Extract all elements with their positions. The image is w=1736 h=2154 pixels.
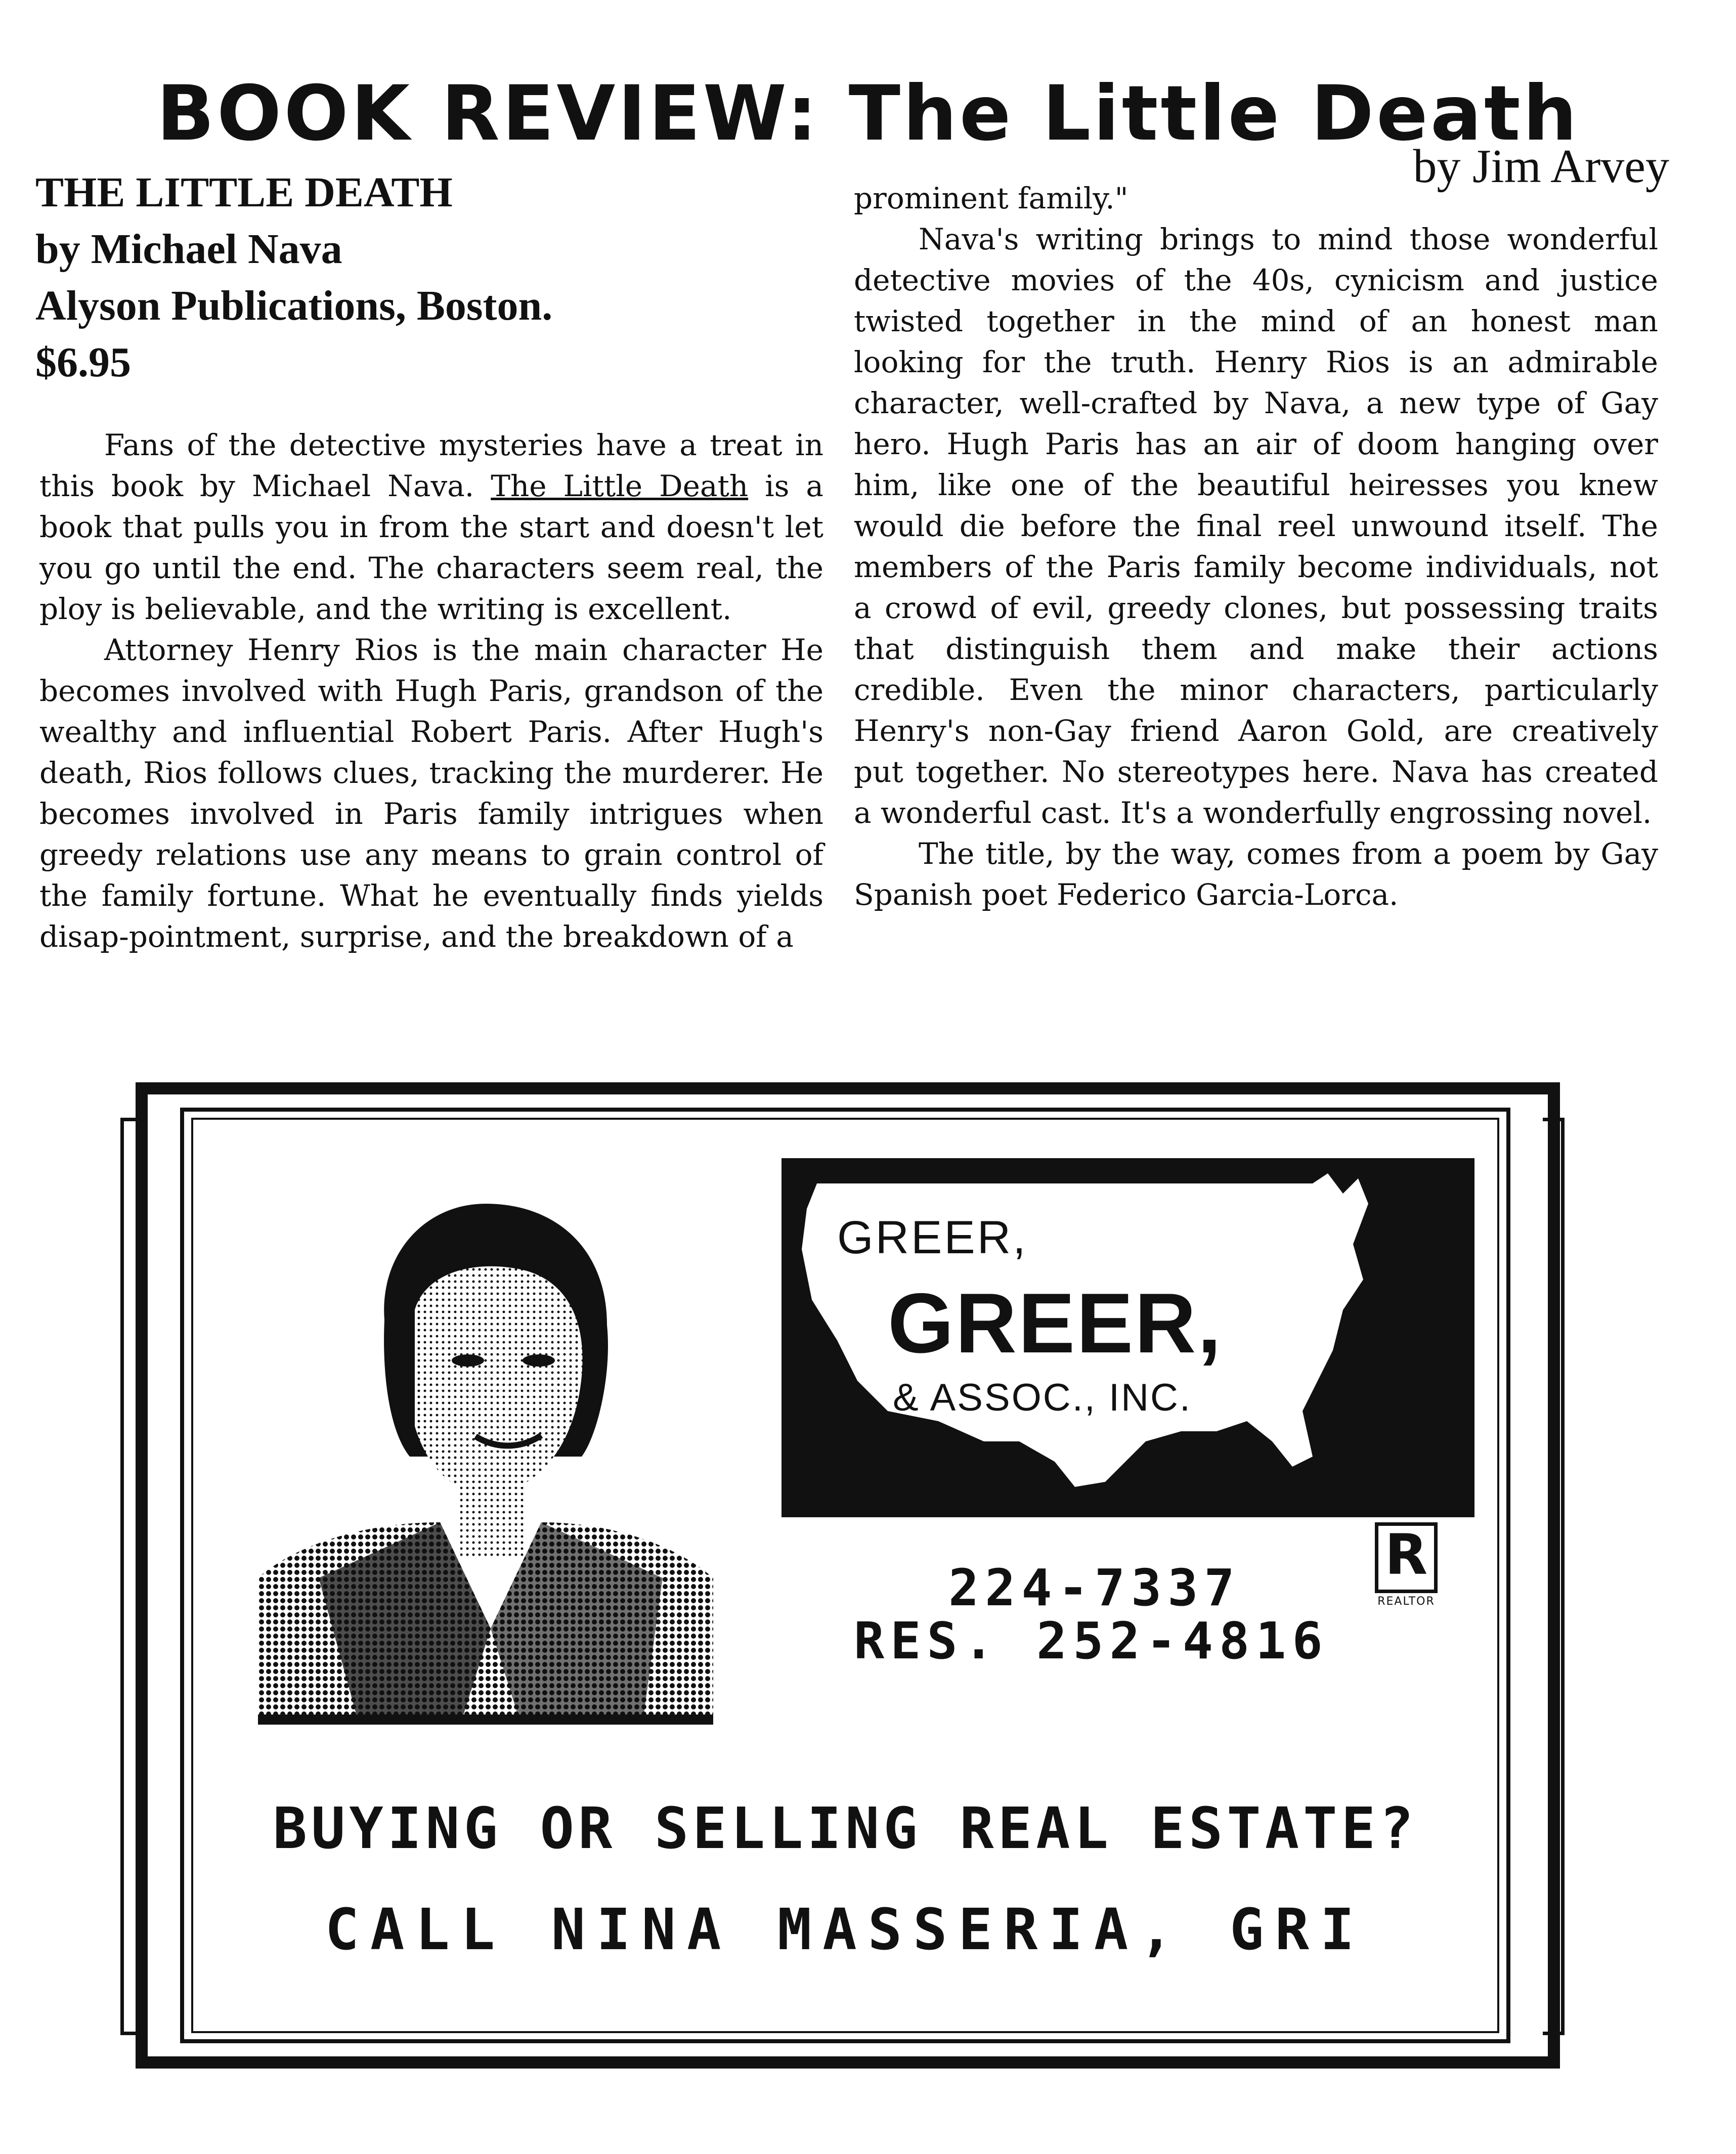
realtor-label: REALTOR <box>1377 1595 1435 1608</box>
p1-text-end: is a book that pulls you in from the start and doesn't let you go until the end. The characters seem real, the ploy is believable, and the writing is excellent. <box>39 469 823 626</box>
book-author: by Michael Nava <box>35 226 342 273</box>
book-title-inline: The Little Death <box>491 469 749 503</box>
right-column <box>854 178 1658 915</box>
book-price: $6.95 <box>35 339 131 386</box>
logo-line-2: GREER, <box>888 1276 1223 1371</box>
book-info <box>35 164 824 391</box>
headline: BOOK REVIEW: The Little Death <box>156 70 1580 158</box>
portrait-photo-icon <box>258 1194 713 1725</box>
realtor-logo-icon <box>1368 1522 1444 1608</box>
book-title: THE LITTLE DEATH <box>35 169 453 216</box>
left-paragraph-1 <box>39 425 823 630</box>
phone-number: 224-7337 <box>948 1558 1241 1617</box>
logo-line-1: GREER, <box>837 1212 1028 1263</box>
ad-headline: BUYING OR SELLING REAL ESTATE? <box>273 1796 1418 1862</box>
realtor-mark-letter: R <box>1384 1522 1428 1587</box>
book-publisher: Alyson Publications, Boston. <box>35 282 553 329</box>
logo-line-3: & ASSOC., INC. <box>893 1376 1192 1419</box>
right-paragraph-2: The title, by the way, comes from a poem by Gay Spanish poet Federico Garcia-Lorca. <box>854 837 1658 912</box>
left-column <box>39 425 823 957</box>
right-paragraph-1: Nava's writing brings to mind those wonderful detective movies of the 40s, cynicism and justice twisted together in the mind of an honest man looking for the truth. Henry Rios is an admirable character, well-crafted by Nava, a new type of Gay hero. Hugh Paris has an air of doom hanging over him, like one of the beautiful heiresses you knew would die before the final reel unwound itself. The members of the Paris family become individuals, not a crowd of evil, greedy clones, but possessing traits that distinguish them and make their actions credible. Even the minor characters, particularly Henry's non-Gay friend Aaron Gold, are creatively put together. No stereotypes here. Nava has created a wonderful cast. It's a wonderfully engrossing novel. <box>854 222 1658 830</box>
p1-text-start: Fans of the detective mysteries have a treat in this book by Michael Nava. <box>39 428 823 503</box>
ad-call-line: CALL NINA MASSERIA, GRI <box>325 1897 1366 1963</box>
byline: by Jim Arvey <box>1413 140 1669 193</box>
residence-phone: RES. 252-4816 <box>854 1611 1329 1671</box>
right-paragraph-0: prominent family." <box>854 181 1129 215</box>
realtor-mark <box>1375 1522 1438 1593</box>
left-paragraph-2: Attorney Henry Rios is the main character He becomes involved with Hugh Paris, grandson of the wealthy and influential Robert Paris. After Hugh's death, Rios follows clues, tracking the murderer. He becomes involved in Paris family intrigues when greedy relations use any means to grain control of the family fortune. What he eventually finds yields disap-pointment, surprise, and the breakdown of a <box>39 633 823 954</box>
